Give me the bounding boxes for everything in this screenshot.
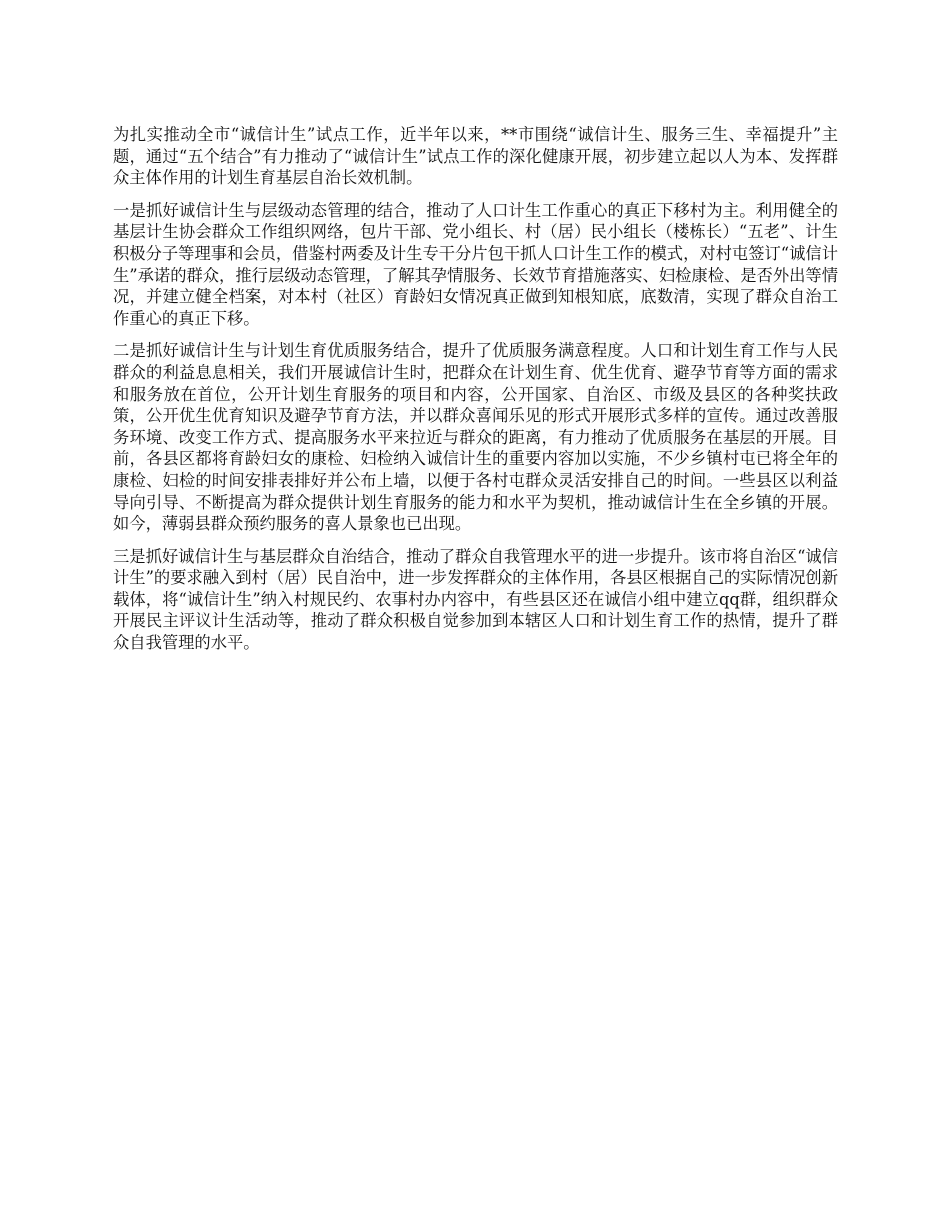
paragraph-intro: 为扎实推动全市“诚信计生”试点工作，近半年以来，**市围绕“诚信计生、服务三生、幸福提升”主题，通过“五个结合”有力推动了“诚信计生”试点工作的深化健康开展，初步建立起以人为本、发挥群众主体作用的计划生育基层自治长效机制。 xyxy=(113,125,838,188)
document-body xyxy=(113,124,838,665)
paragraph-point-one: 一是抓好诚信计生与层级动态管理的结合，推动了人口计生工作重心的真正下移村为主。利用健全的基层计生协会群众工作组织网络，包片干部、党小组长、村（居）民小组长（楼栋长）“五老”、计生积极分子等理事和会员，借鉴村两委及计生专干分片包干抓人口计生工作的模式，对村屯签订“诚信计生”承诺的群众，推行层级动态管理，了解其孕情服务、长效节育措施落实、妇检康检、是否外出等情况，并建立健全档案，对本村（社区）育龄妇女情况真正做到知根知底，底数清，实现了群众自治工作重心的真正下移。 xyxy=(113,200,838,328)
paragraph-point-two: 二是抓好诚信计生与计划生育优质服务结合，提升了优质服务满意程度。人口和计划生育工作与人民群众的利益息息相关，我们开展诚信计生时，把群众在计划生育、优生优育、避孕节育等方面的需求和服务放在首位，公开计划生育服务的项目和内容，公开国家、自治区、市级及县区的各种奖扶政策，公开优生优育知识及避孕节育方法，并以群众喜闻乐见的形式开展形式多样的宣传。通过改善服务环境、改变工作方式、提高服务水平来拉近与群众的距离，有力推动了优质服务在基层的开展。目前，各县区都将育龄妇女的康检、妇检纳入诚信计生的重要内容加以实施，不少乡镇村屯已将全年的康检、妇检的时间安排表排好并公布上墙，以便于各村屯群众灵活安排自己的时间。一些县区以利益导向引导、不断提高为群众提供计划生育服务的能力和水平为契机，推动诚信计生在全乡镇的开展。如今，薄弱县群众预约服务的喜人景象也已出现。 xyxy=(113,341,838,534)
paragraph-point-three: 三是抓好诚信计生与基层群众自治结合，推动了群众自我管理水平的进一步提升。该市将自治区“诚信计生”的要求融入到村（居）民自治中，进一步发挥群众的主体作用，各县区根据自己的实际情况创新载体，将“诚信计生”纳入村规民约、农事村办内容中，有些县区还在诚信小组中建立qq群，组织群众开展民主评议计生活动等，推动了群众积极自觉参加到本辖区人口和计划生育工作的热情，提升了群众自我管理的水平。 xyxy=(113,546,838,653)
